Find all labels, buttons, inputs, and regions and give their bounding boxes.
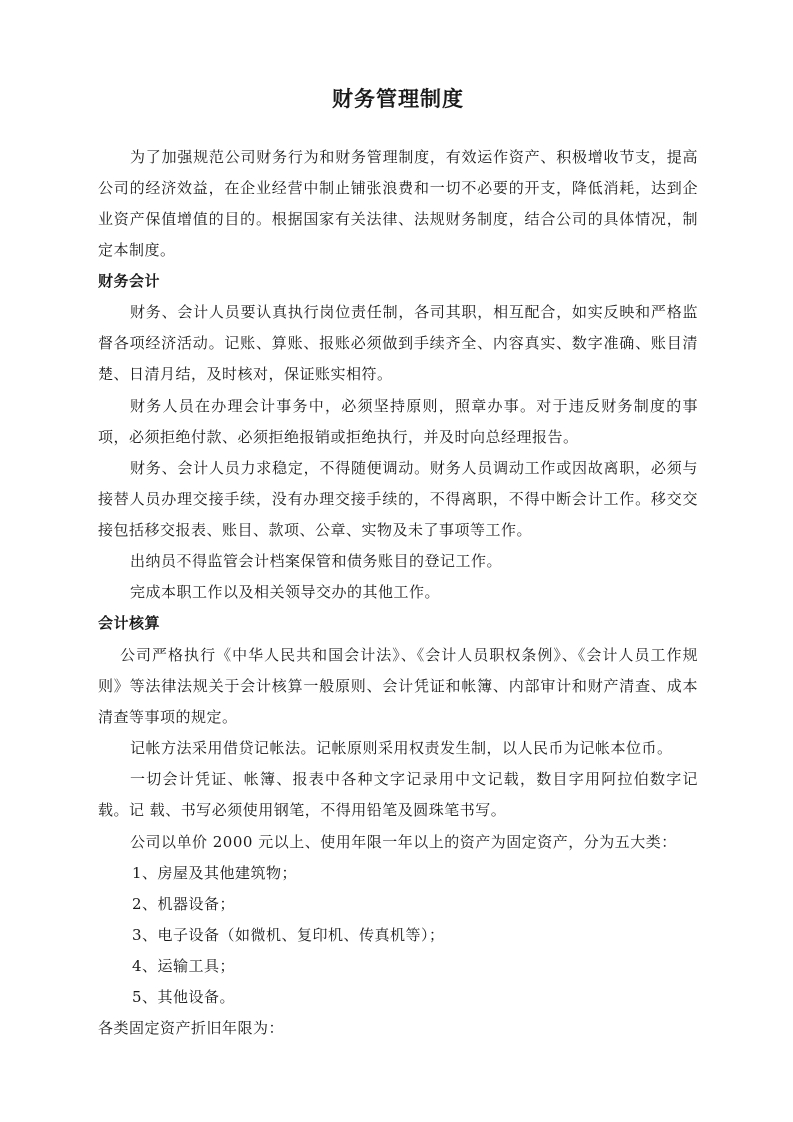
paragraph-cashier: 出纳员不得监管会计档案保管和债务账目的登记工作。 bbox=[130, 552, 503, 570]
document-title: 财务管理制度 bbox=[332, 86, 464, 111]
paragraph-fixed-assets: 公司以单价 2000 元以上、使用年限一年以上的资产为固定资产，分为五大类： bbox=[130, 833, 677, 851]
paragraph-records-language: 一切会计凭证、帐簿、报表中各种文字记录用中文记载，数目字用阿拉伯数字记载。记 载、书写必须使用钢笔，不得用铅笔及圆珠笔书写。 bbox=[98, 770, 698, 819]
section-heading-finance-accounting: 财务会计 bbox=[98, 272, 161, 290]
paragraph-other-duties: 完成本职工作以及相关领导交办的其他工作。 bbox=[130, 583, 441, 601]
closing-line: 各类固定资产折旧年限为： bbox=[98, 1019, 285, 1037]
paragraph-principles: 财务人员在办理会计事务中，必须坚持原则，照章办事。对于违反财务制度的事项，必须拒绝付款、必须拒绝报销或拒绝执行，并及时向总经理报告。 bbox=[98, 397, 698, 446]
list-item: 1、房屋及其他建筑物； bbox=[132, 864, 298, 882]
paragraph-laws: 公司严格执行《中华人民共和国会计法》、《会计人员职权条例》、《会计人员工作规则》等法律法规关于会计核算一般原则、会计凭证和帐簿、内部审计和财产清查、成本清查等事项的规定。 bbox=[98, 646, 698, 726]
paragraph-handover: 财务、会计人员力求稳定，不得随便调动。财务人员调动工作或因故离职，必须与接替人员办理交接手续，没有办理交接手续的，不得离职，不得中断会计工作。移交交接包括移交报表、账目、款项、公章、实物及未了事项等工作。 bbox=[98, 459, 698, 539]
list-item: 3、电子设备（如微机、复印机、传真机等）； bbox=[132, 926, 445, 944]
paragraph-responsibility: 财务、会计人员要认真执行岗位责任制，各司其职，相互配合，如实反映和严格监督各项经济活动。记账、算账、报账必须做到手续齐全、内容真实、数字准确、账目清楚、日清月结，及时核对，保证账实相符。 bbox=[98, 303, 698, 383]
list-item: 5、其他设备。 bbox=[132, 988, 236, 1006]
list-item: 4、运输工具； bbox=[132, 957, 236, 975]
list-item: 2、机器设备； bbox=[132, 895, 236, 913]
paragraph-bookkeeping-method: 记帐方法采用借贷记帐法。记帐原则采用权责发生制，以人民币为记帐本位币。 bbox=[130, 739, 673, 757]
intro-paragraph: 为了加强规范公司财务行为和财务管理制度，有效运作资产、积极增收节支，提高公司的经济效益，在企业经营中制止铺张浪费和一切不必要的开支，降低消耗，达到企业资产保值增值的目的。根据国家有关法律、法规财务制度，结合公司的具体情况，制定本制度。 bbox=[98, 148, 698, 259]
section-heading-accounting-check: 会计核算 bbox=[98, 614, 161, 632]
